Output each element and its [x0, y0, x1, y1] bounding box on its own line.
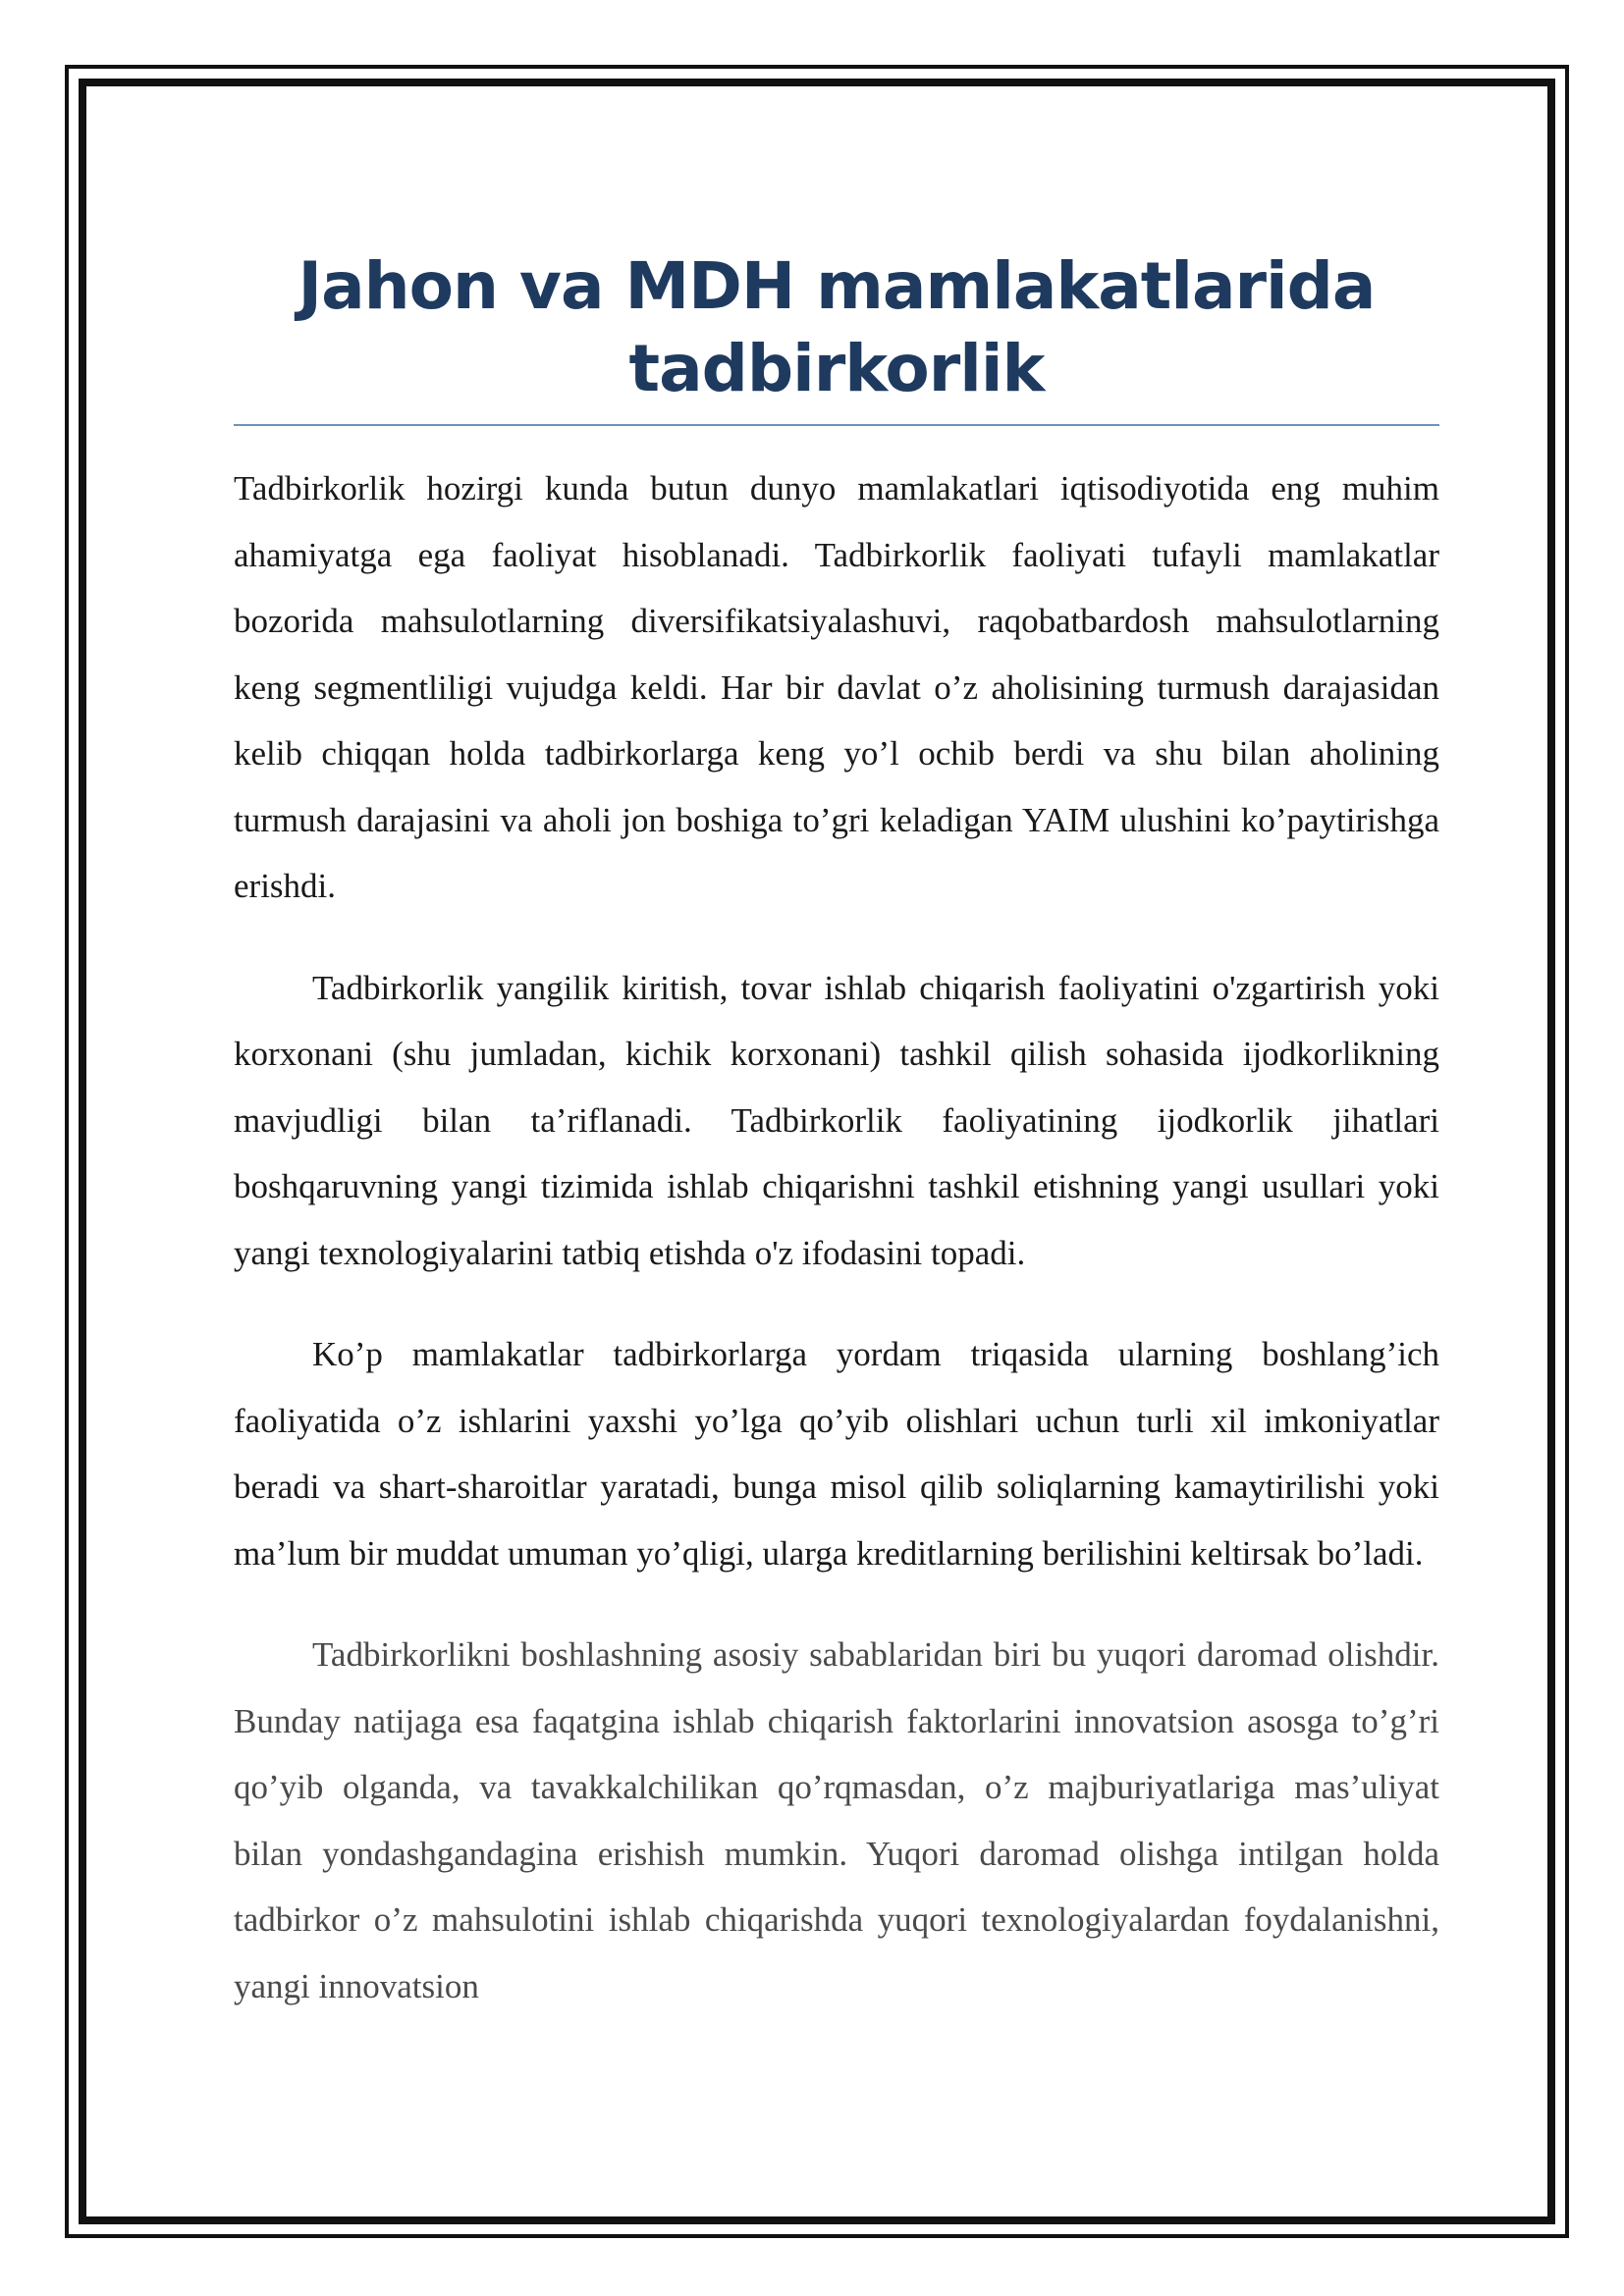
- paragraph-1: Tadbirkorlik hozirgi kunda butun dunyo mamlakatlari iqtisodiyotida eng muhim ahamiyatga ega faoliyat hisoblanadi. Tadbirkorlik faoliyati tufayli mamlakatlar bozorida mahsulotlarning diversifikatsiyalashuvi, raqobatbardosh mahsulotlarning keng segmentliligi vujudga keldi. Har bir davlat o’z aholisining turmush darajasidan kelib chiqqan holda tadbirkorlarga keng yo’l ochib berdi va shu bilan aholining turmush darajasini va aholi jon boshiga to’gri keladigan YAIM ulushini ko’paytirishga erishdi.: [234, 469, 1439, 905]
- document-body: [234, 245, 1439, 2055]
- title-underline: [234, 424, 1439, 426]
- paragraph-2: Tadbirkorlik yangilik kiritish, tovar ishlab chiqarish faoliyatini o'zgartirish yoki korxonani (shu jumladan, kichik korxonani) tashkil qilish sohasida ijodkorlikning mavjudligi bilan ta’riflanadi. Tadbirkorlik faoliyatining ijodkorlik jihatlari boshqaruvning yangi tizimida ishlab chiqarishni tashkil etishning yangi usullari yoki yangi texnologiyalarini tatbiq etishda o'z ifodasini topadi.: [234, 968, 1439, 1272]
- document-title: Jahon va MDH mamlakatlarida tadbirkorlik: [298, 248, 1376, 406]
- paragraph-4: Tadbirkorlikni boshlashning asosiy sabablaridan biri bu yuqori daromad olishdir. Bunday natijaga esa faqatgina ishlab chiqarish faktorlarini innovatsion asosga to’g’ri qo’yib olganda, va tavakkalchilikan qo’rqmasdan, o’z majburiyatlariga mas’uliyat bilan yondashgandagina erishish mumkin. Yuqori daromad olishga intilgan holda tadbirkor o’z mahsulotini ishlab chiqarishda yuqori texnologiyalardan foydalanishni, yangi innovatsion: [234, 1635, 1439, 2005]
- paragraph-3: Ko’p mamlakatlar tadbirkorlarga yordam triqasida ularning boshlang’ich faoliyatida o’z ishlarini yaxshi yo’lga qo’yib olishlari uchun turli xil imkoniyatlar beradi va shart-sharoitlar yaratadi, bunga misol qilib soliqlarning kamaytirilishi yoki ma’lum bir muddat umuman yo’qligi, ularga kreditlarning berilishini keltirsak bo’ladi.: [234, 1335, 1439, 1573]
